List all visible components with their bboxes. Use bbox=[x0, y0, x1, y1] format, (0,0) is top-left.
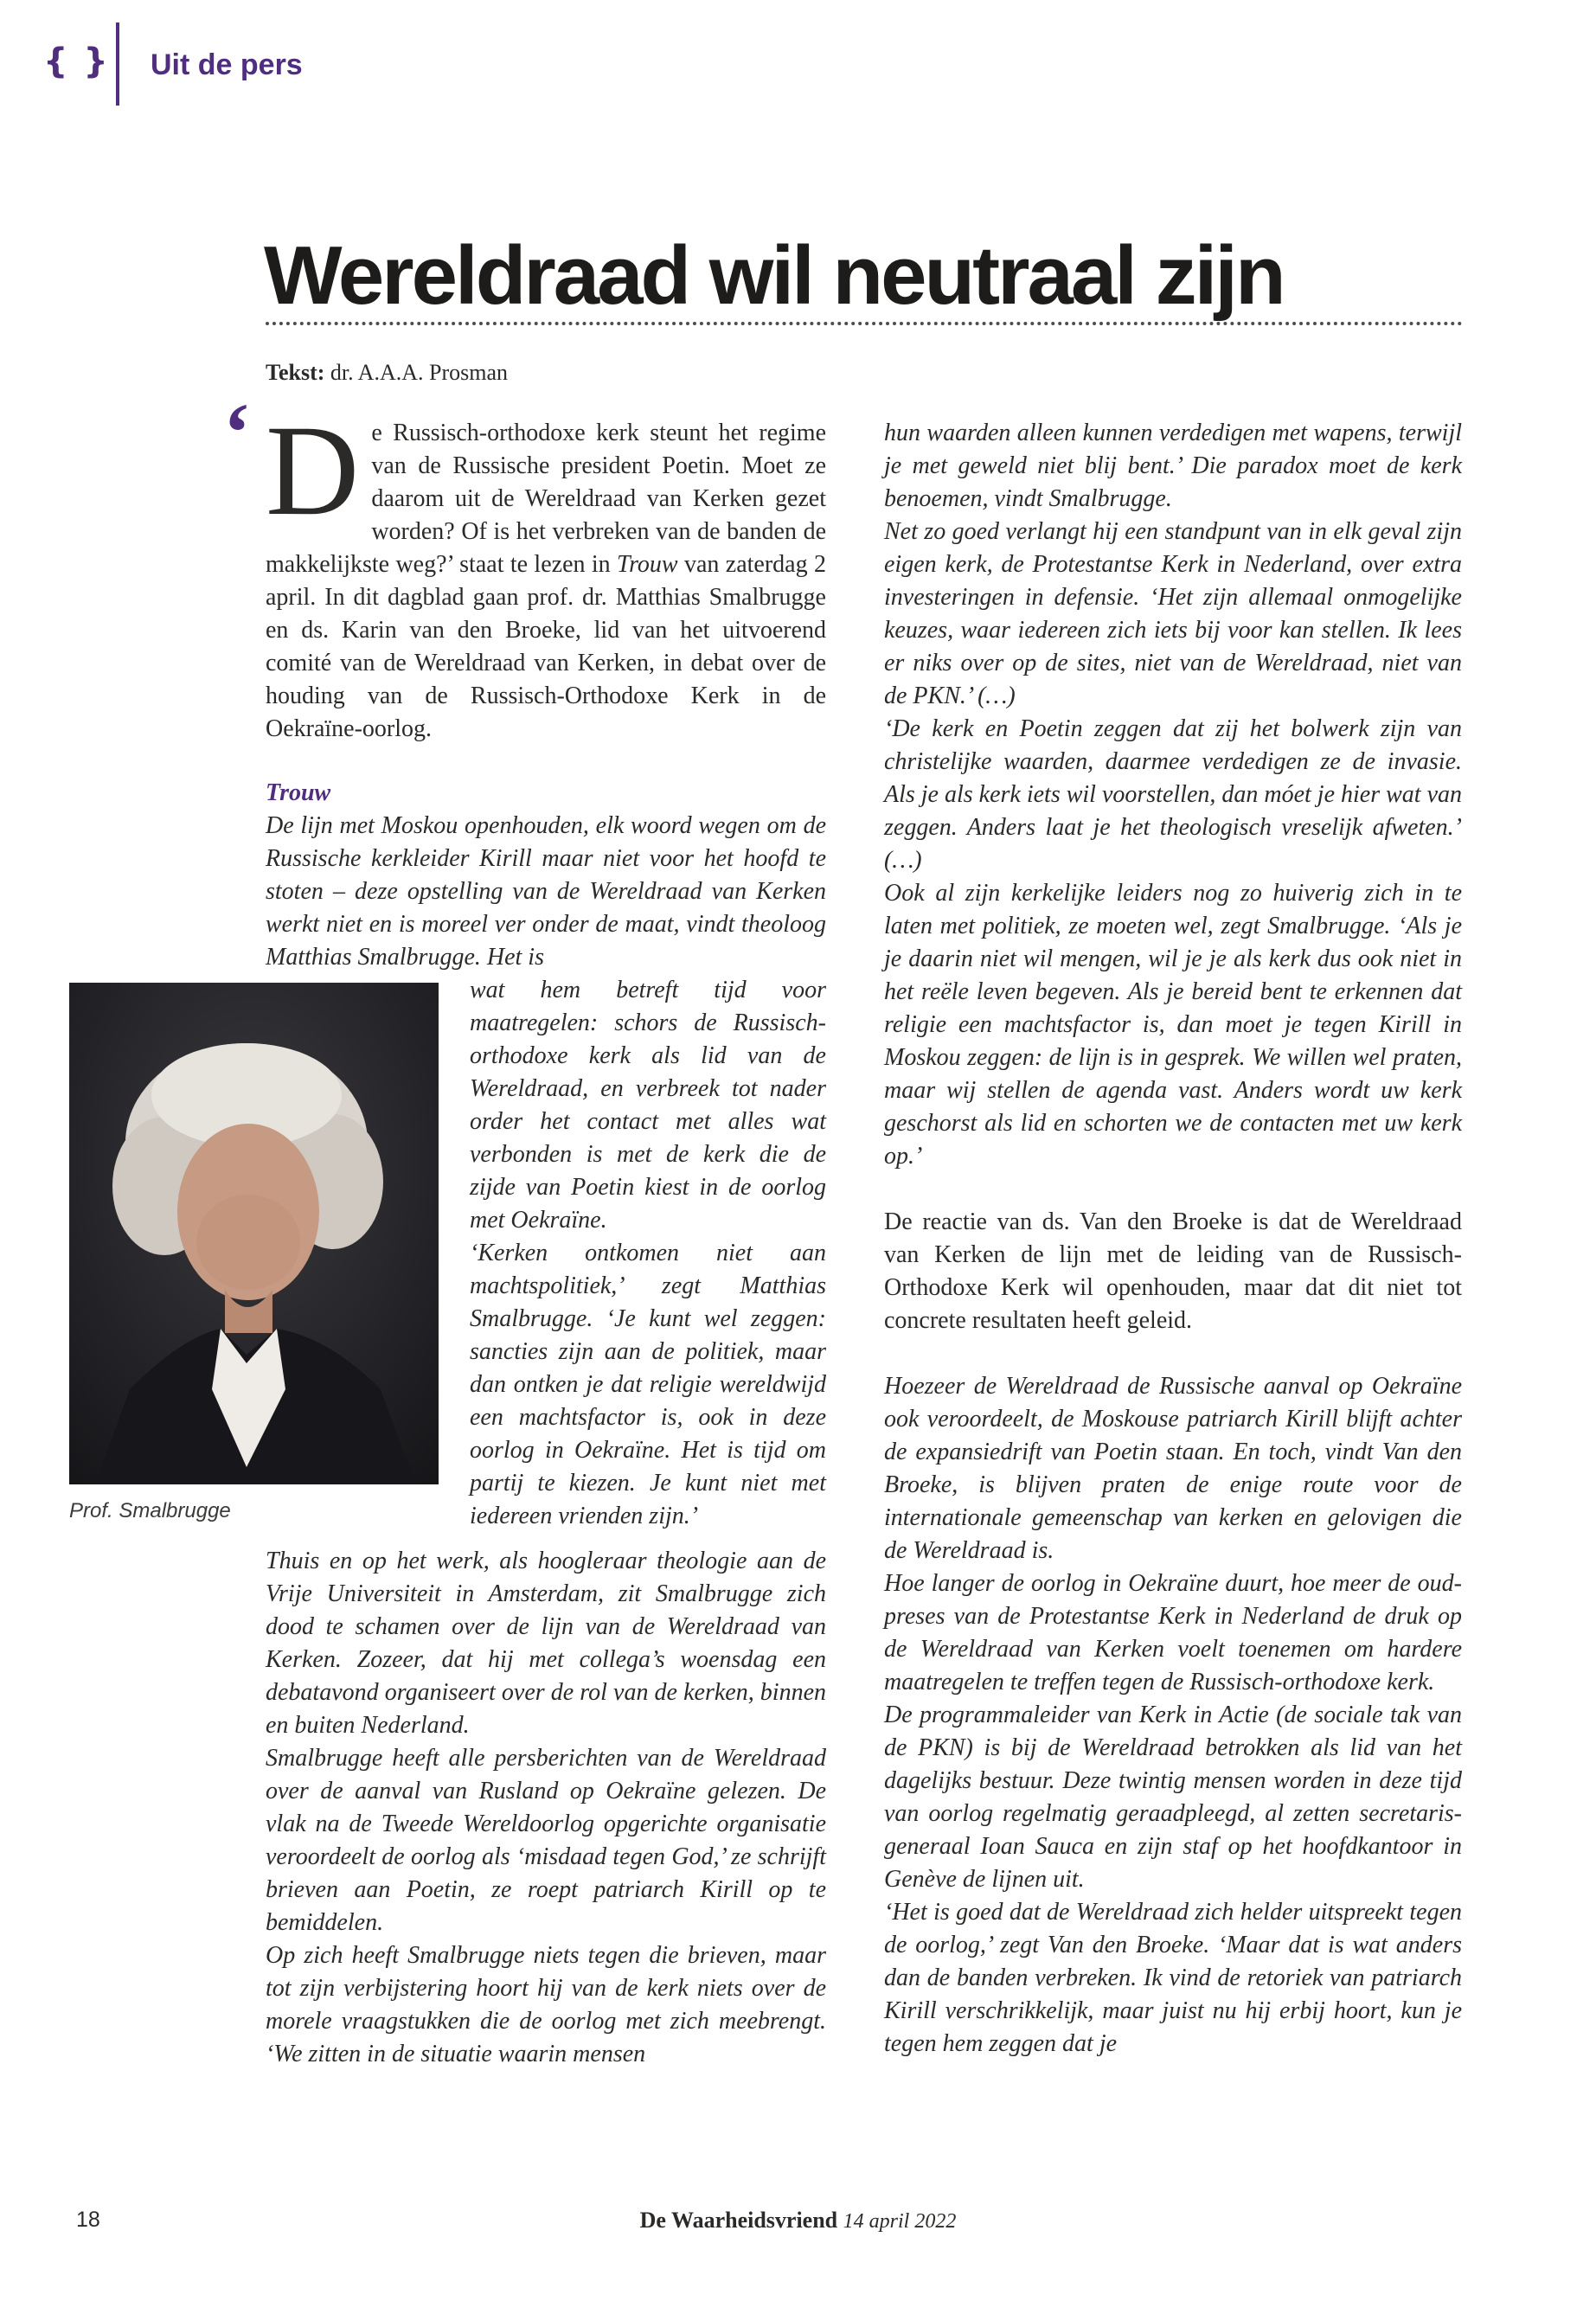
magazine-title: De Waarheidsvriend bbox=[639, 2208, 838, 2233]
body-paragraph: ‘De kerk en Poetin zeggen dat zij het bolwerk zijn van christelijke waarden, daarmee verdedigen ze de invasie. Als je als kerk iets wil voorstellen, dan móet je hier wat van zeggen. Anders laat je het theologisch vreselijk afweten.’ (…) bbox=[884, 715, 1462, 874]
intro-trouw: Trouw bbox=[617, 551, 678, 578]
body-paragraph: Smalbrugge heeft alle persberichten van de Wereldraad over de aanval van Rusland op Oekraïne gelezen. De vlak na de Tweede Wereldoorlog opgerichte organisatie veroordeelt de oorlog als ‘misdaad tegen God,’ ze schrijft brieven aan Poetin, ze roept patriarch Kirill op te bemiddelen. bbox=[266, 1745, 826, 1936]
body-paragraph: Thuis en op het werk, als hoogleraar theologie aan de Vrije Universiteit in Amsterdam, zit Smalbrugge zich dood te schamen over de lijn van de Wereldraad van Kerken. Zozeer, dat hij met collega’s woensdag een debatavond organiseert over de rol van de kerken, binnen en buiten Nederland. bbox=[266, 1548, 826, 1739]
body-paragraph: Net zo goed verlangt hij een standpunt van in elk geval zijn eigen kerk, de Protestantse Kerk in Nederland, over extra investeringen in defensie. ‘Het zijn allemaal onmogelijke keuzes, waar iedereen zich iets bij voor kan stellen. Ik lees er niks over op de sites, niet van de Wereldraad, niet van de PKN.’ (…) bbox=[884, 518, 1462, 709]
header-divider bbox=[116, 22, 119, 106]
byline-author: dr. A.A.A. Prosman bbox=[330, 360, 509, 385]
body-paragraph: Op zich heeft Smalbrugge niets tegen die brieven, maar tot zijn verbijstering hoort hij van de kerk niets over de morele vraagstukken die de oorlog met zich meebrengt. ‘We zitten in de situatie waarin mensen bbox=[266, 1942, 826, 2067]
body-paragraph: ‘Kerken ontkomen niet aan machtspolitiek,’ zegt Matthias Smalbrugge. ‘Je kunt wel zeggen: sancties zijn aan de politiek, maar dan ontken je dat religie wereldwijd een machtsfactor is, ook in deze oorlog in Oekraïne. Het is tijd om partij te kiezen. Je kunt niet met iedereen vrienden zijn.’ bbox=[470, 1240, 826, 1529]
body-paragraph: ‘Het is goed dat de Wereldraad zich helder uitspreekt tegen de oorlog,’ zegt Van den Broeke. ‘Maar dat is wat anders dan de banden verbreken. Ik vind de retoriek van patriarch Kirill verschrikkelijk, maar juist nu hij erbij hoort, kun je tegen hem zeggen dat je bbox=[884, 1899, 1462, 2057]
publisher-logo: { } bbox=[43, 42, 110, 81]
intro-text-1: e Russisch-orthodoxe kerk steunt het regime van de Russische president Poetin. Moet ze daarom uit de Wereldraad van Kerken gezet worden? Of is het verbreken van de banden de makkelijkste weg?’ staat te lezen in bbox=[266, 420, 826, 578]
subsection-heading: Trouw bbox=[266, 779, 331, 806]
body-paragraph: Ook al zijn kerkelijke leiders nog zo huiverig zich in te laten met politiek, ze moeten wel, zegt Smalbrugge. ‘Als je je daarin niet wil mengen, wil je je als kerk dus ook niet in het reële leven begeven. Als je bereid bent te erkennen dat religie een machtsfactor is, dan moet je tegen Kirill in Moskou zeggen: de lijn is in gesprek. We willen wel praten, maar wij stellen de agenda vast. Anders wordt uw kerk geschorst als lid en schorten we de contacten met uw kerk op.’ bbox=[884, 880, 1462, 1170]
section-label: Uit de pers bbox=[151, 48, 303, 81]
body-paragraph: hun waarden alleen kunnen verdedigen met wapens, terwijl je met geweld niet blij bent.’ Die paradox moet de kerk benoemen, vindt Smalbrugge. bbox=[884, 420, 1462, 512]
footer bbox=[0, 2208, 1596, 2234]
portrait-figure bbox=[69, 983, 439, 1524]
dotted-divider bbox=[266, 322, 1463, 325]
portrait-photo bbox=[69, 983, 439, 1484]
body-paragraph: Hoe langer de oorlog in Oekraïne duurt, hoe meer de oud-preses van de Protestantse Kerk in Nederland de druk op de Wereldraad van Kerken voelt toenemen om hardere maatregelen te treffen tegen de Russisch-orthodoxe kerk. bbox=[884, 1570, 1462, 1695]
article-title: Wereldraad wil neutraal zijn bbox=[264, 229, 1284, 323]
body-paragraph: De reactie van ds. Van den Broeke is dat de Wereldraad van Kerken de lijn met de leiding van de Russisch-Orthodoxe Kerk wil openhouden, maar dat dit niet tot concrete resultaten heeft geleid. bbox=[884, 1208, 1462, 1334]
body-paragraph: De lijn met Moskou openhouden, elk woord wegen om de Russische kerkleider Kirill maar niet voor het hoofd te stoten – deze opstelling van de Wereldraad van Kerken werkt niet en is moreel ver onder de maat, vindt theoloog Matthias Smalbrugge. Het is bbox=[266, 812, 826, 971]
intro-paragraph bbox=[266, 399, 826, 746]
body-paragraph: Hoezeer de Wereldraad de Russische aanval op Oekraïne ook veroordeelt, de Moskouse patriarch Kirill blijft achter de expansiedrift van Poetin staan. En toch, vindt Van den Broeke, is blijven praten de enige route voor de internationale gemeenschap van kerken en gelovigen die de Wereldraad is. bbox=[884, 1373, 1462, 1564]
left-column bbox=[69, 399, 826, 2071]
byline-label: Tekst: bbox=[266, 360, 325, 385]
body-paragraph: wat hem betreft tijd voor maatregelen: schors de Russisch-orthodoxe kerk als lid van de Wereldraad, en verbreek tot nader order het contact met alles wat verbonden is met de kerk die de zijde van Poetin kiest in de oorlog met Oekraïne. bbox=[470, 977, 826, 1234]
page-number: 18 bbox=[76, 2208, 100, 2232]
right-column bbox=[884, 417, 1462, 2061]
byline bbox=[266, 360, 508, 386]
issue-date: 14 april 2022 bbox=[843, 2210, 957, 2233]
drop-cap: D bbox=[266, 399, 360, 542]
intro-text-2: van zaterdag 2 april. In dit dagblad gaan prof. dr. Matthias Smalbrugge en ds. Karin van den Broeke, lid van het uitvoerend comité van de Wereldraad van Kerken, in debat over de houding van de Russisch-Orthodoxe Kerk in de Oekraïne-oorlog. bbox=[266, 551, 826, 742]
pull-quote-mark: ‘ bbox=[223, 386, 251, 478]
body-paragraph: De programmaleider van Kerk in Actie (de sociale tak van de PKN) is bij de Wereldraad betrokken als lid van het dagelijks bestuur. Deze twintig mensen worden in deze tijd van oorlog regelmatig geraadpleegd, al zetten secretaris-generaal Ioan Sauca en zijn staf op het hoofdkantoor in Genève de lijnen uit. bbox=[884, 1702, 1462, 1893]
photo-caption: Prof. Smalbrugge bbox=[69, 1499, 231, 1522]
